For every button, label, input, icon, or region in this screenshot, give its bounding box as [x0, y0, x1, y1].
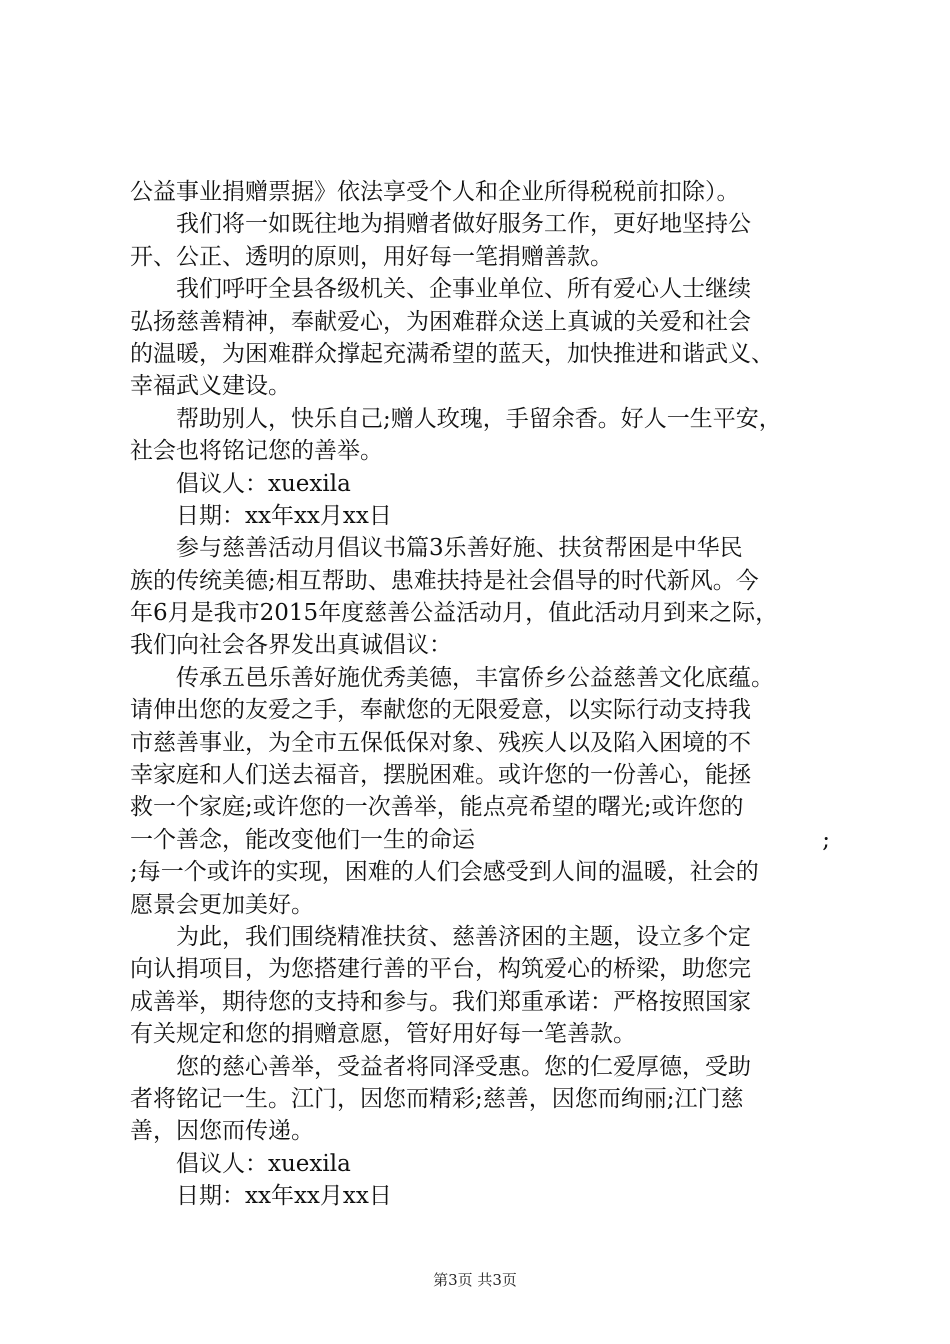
text-line: 愿景会更加美好。 — [130, 891, 314, 918]
text-line: 我们向社会各界发出真诚倡议： — [130, 632, 452, 659]
text-line-gapped — [130, 824, 830, 856]
text-line: 帮助别人，快乐自己;赠人玫瑰，手留余香。好人一生平安， — [176, 405, 782, 432]
text-line: 弘扬慈善精神，奉献爱心，为困难群众送上真诚的关爱和社会 — [130, 308, 751, 335]
text-line: 倡议人：xuexila — [176, 470, 351, 497]
page-footer: 第3页 共3页 — [433, 1271, 517, 1289]
text-line: 您的慈心善举，受益者将同泽受惠。您的仁爱厚德，受助 — [176, 1053, 751, 1080]
text-line: 参与慈善活动月倡议书篇3乐善好施、扶贫帮困是中华民 — [176, 535, 743, 562]
text-line: 倡议人：xuexila — [176, 1150, 351, 1177]
text-line: 传承五邑乐善好施优秀美德，丰富侨乡公益慈善文化底蕴。 — [176, 664, 774, 691]
text-line: 者将铭记一生。江门，因您而精彩;慈善，因您而绚丽;江门慈 — [130, 1085, 744, 1112]
document-body — [130, 176, 830, 1213]
text-line: 成善举，期待您的支持和参与。我们郑重承诺：严格按照国家 — [130, 988, 751, 1015]
text-line: 我们呼吁全县各级机关、企事业单位、所有爱心人士继续 — [176, 276, 751, 303]
text-line: 年6月是我市2015年度慈善公益活动月，值此活动月到来之际， — [130, 600, 779, 627]
text-line: 族的传统美德;相互帮助、患难扶持是社会倡导的时代新风。今 — [130, 567, 759, 594]
text-line: 日期：xx年xx月xx日 — [176, 502, 392, 529]
text-line: 请伸出您的友爱之手，奉献您的无限爱意，以实际行动支持我 — [130, 697, 751, 724]
text-line: 救一个家庭;或许您的一次善举，能点亮希望的曙光;或许您的 — [130, 794, 744, 821]
text-line: ;每一个或许的实现，困难的人们会感受到人间的温暖，社会的 — [130, 859, 759, 886]
text-line: 善，因您而传递。 — [130, 1118, 314, 1145]
text-line: 有关规定和您的捐赠意愿，管好用好每一笔善款。 — [130, 1021, 636, 1048]
text-line: 的温暖，为困难群众撑起充满希望的蓝天，加快推进和谐武义、 — [130, 340, 774, 367]
text-line-right: ; — [822, 826, 830, 853]
text-line-left: 一个善念，能改变他们一生的命运 — [130, 826, 475, 853]
text-line: 开、公正、透明的原则，用好每一笔捐赠善款。 — [130, 243, 613, 270]
text-line: 向认捐项目，为您搭建行善的平台，构筑爱心的桥梁，助您完 — [130, 956, 751, 983]
text-line: 为此，我们围绕精准扶贫、慈善济困的主题，设立多个定 — [176, 923, 751, 950]
text-line: 我们将一如既往地为捐赠者做好服务工作，更好地坚持公 — [176, 211, 751, 238]
text-line: 幸福武义建设。 — [130, 373, 291, 400]
text-line: 日期：xx年xx月xx日 — [176, 1183, 392, 1210]
text-line: 市慈善事业，为全市五保低保对象、残疾人以及陷入困境的不 — [130, 729, 751, 756]
text-line: 幸家庭和人们送去福音，摆脱困难。或许您的一份善心，能拯 — [130, 762, 751, 789]
text-line: 公益事业捐赠票据》依法享受个人和企业所得税税前扣除）。 — [130, 179, 740, 205]
text-line: 社会也将铭记您的善举。 — [130, 438, 383, 465]
